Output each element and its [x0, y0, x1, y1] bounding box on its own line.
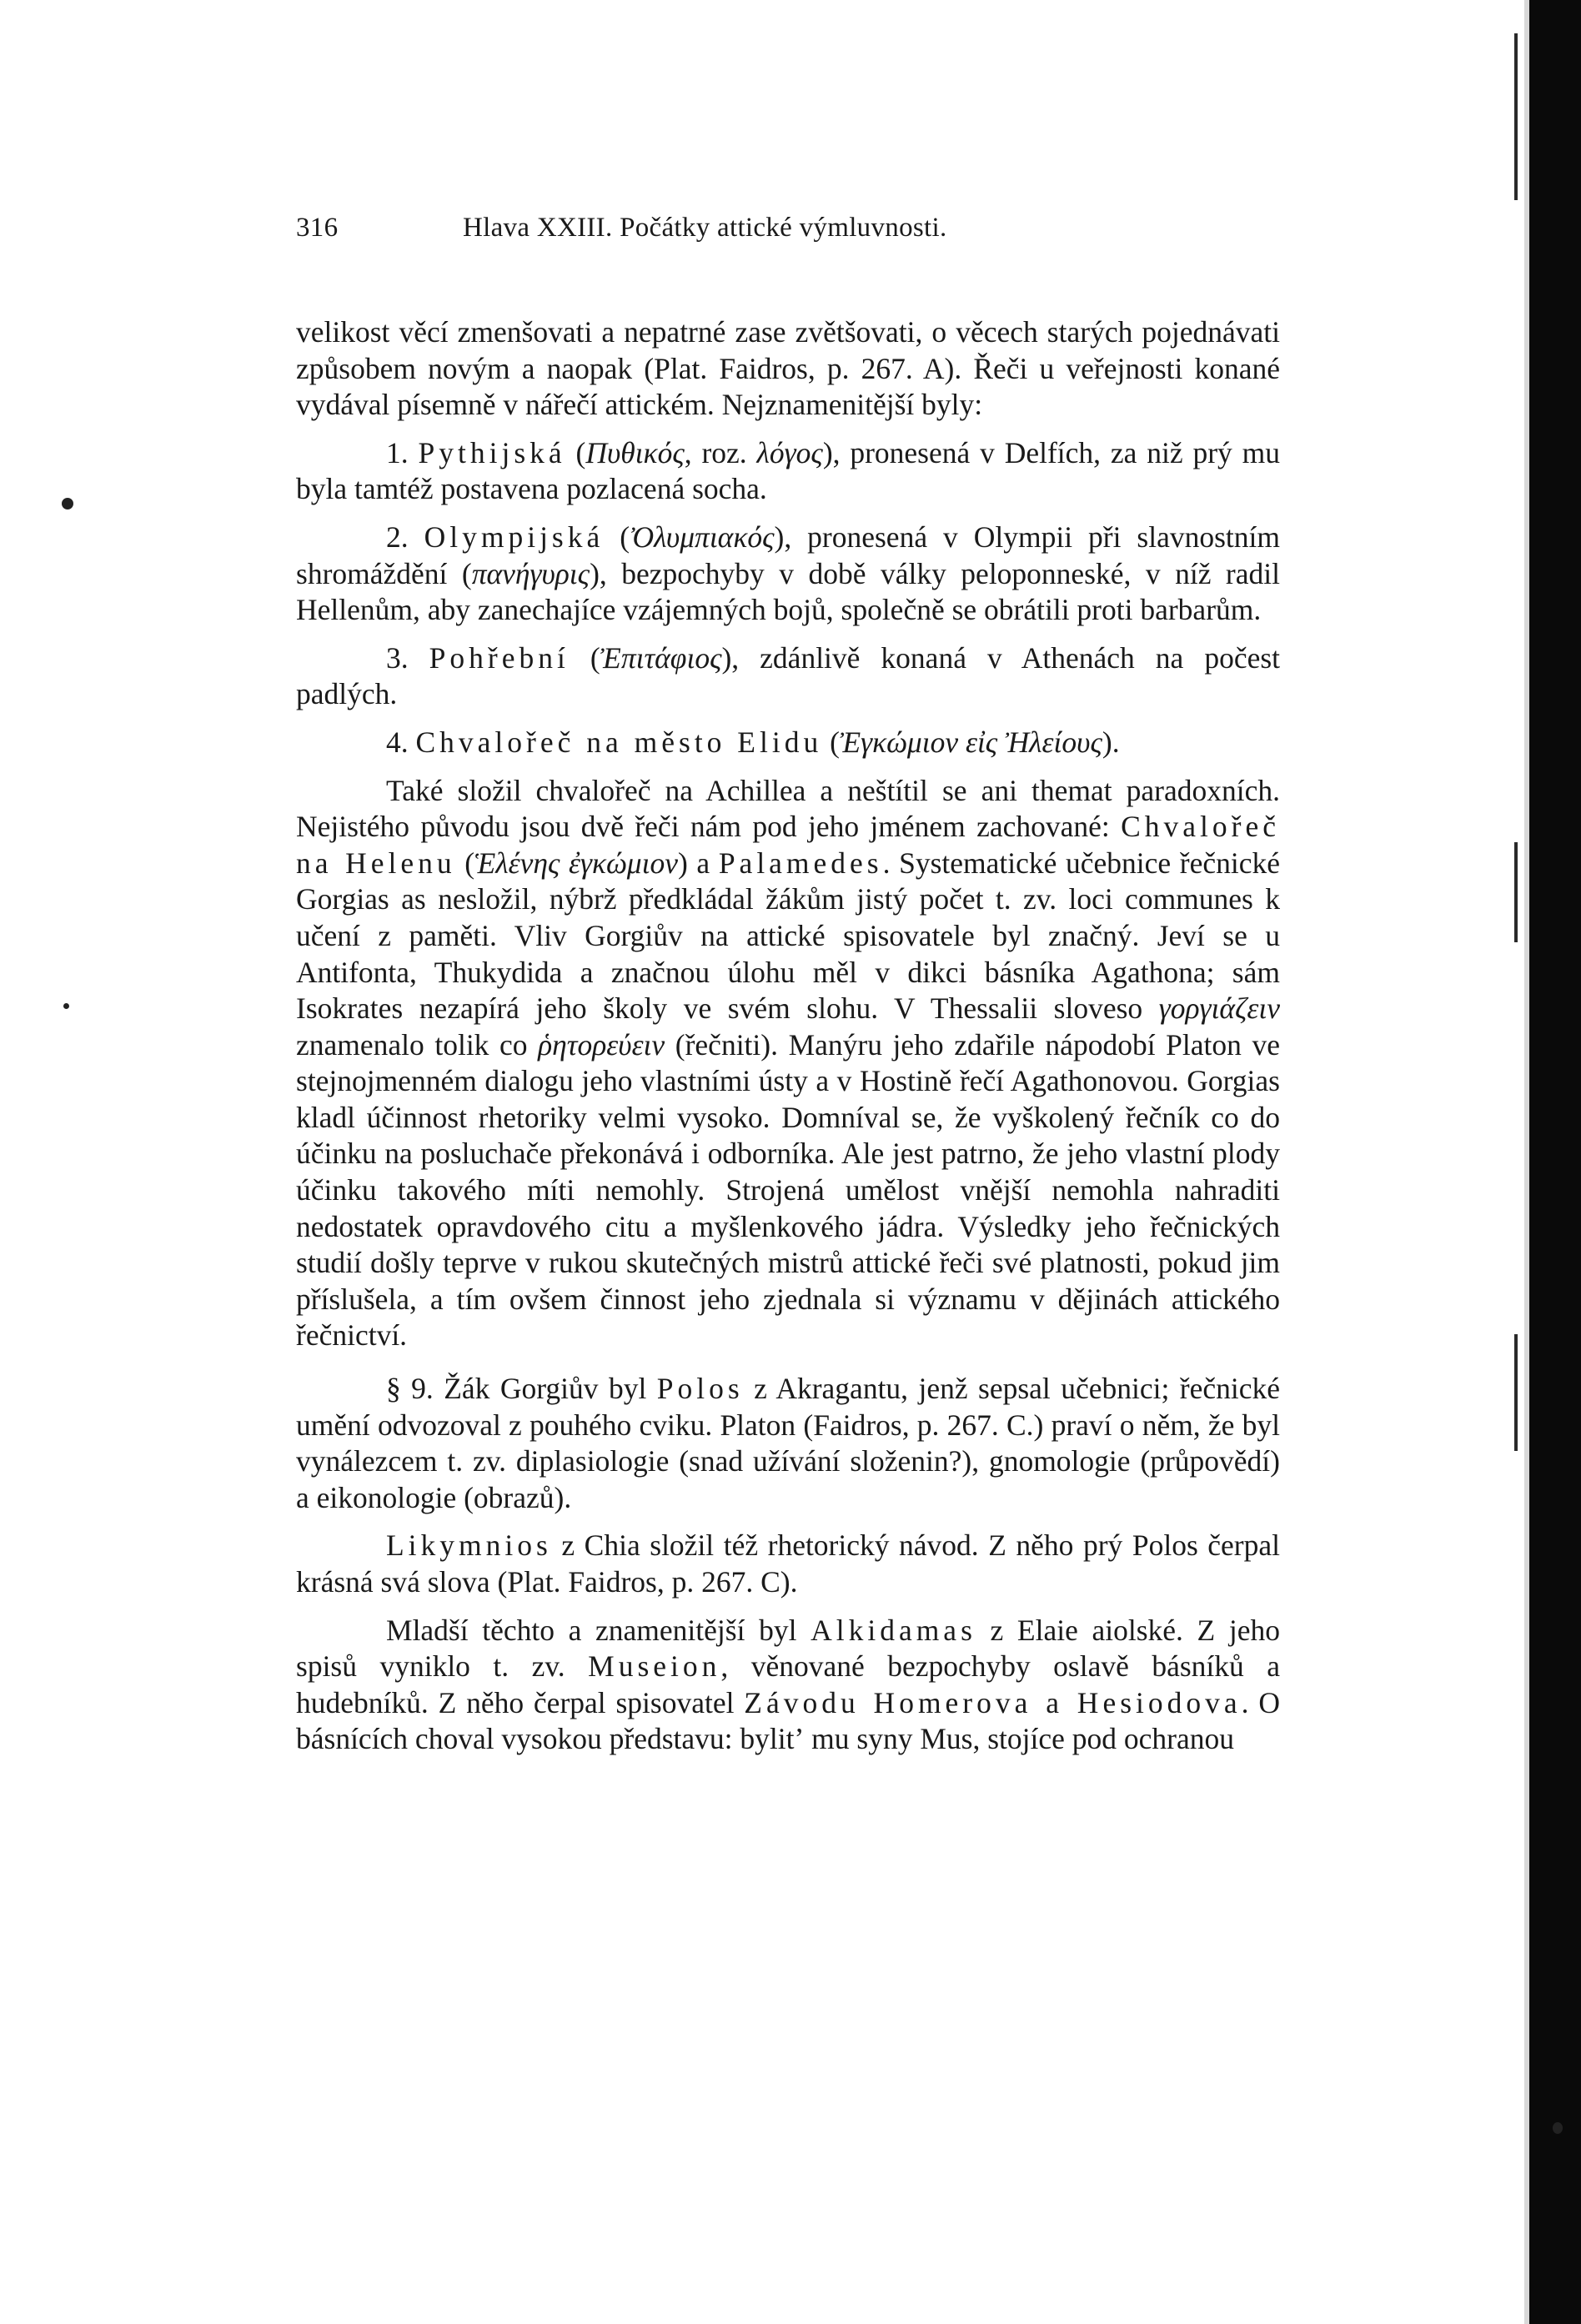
greek-term: λόγος [756, 435, 823, 469]
list-item: 1. Pythijská (Πυθικός, roz. λόγος), pronesená v Delfích, za niž prý mu byla tamtéž postavena pozlacená socha. [296, 435, 1280, 506]
item-text: ), pronesená v Olympii při slavnostním shromáždění ( [296, 520, 1281, 590]
body-text [296, 314, 1280, 1758]
scan-speck [63, 1003, 69, 1009]
text-run: Mladší těchto a znamenitější byl [386, 1613, 811, 1647]
list-item: 3. Pohřební (Ἐπιτάφιος), zdánlivě konaná v Athenách na počest padlých. [296, 640, 1281, 711]
item-text: ), bezpochyby v době války peloponneské, v níž radil Hellenům, aby zanechajíce vzájemných bojů, společně se obrátili proti barbarům. [296, 556, 1280, 627]
spaced-term: Alkidamas [811, 1613, 976, 1647]
item-name: Chvalořeč na město Elidu [415, 725, 823, 759]
text-run: z Elaie aiolské. Z jeho spisů vyniklo t. zv. [296, 1613, 1280, 1684]
greek-term: γοργιάζειν [1158, 991, 1280, 1026]
text-run: Také složil chvalořeč na Achillea a neštítil se ani themat paradoxních. Nejistého původu jsou dvě řeči nám pod jeho jménem zachované: [296, 773, 1280, 844]
spaced-term: Palamedes [718, 846, 883, 880]
spaced-term: Závodu Homerova a Hesiodova [744, 1685, 1242, 1719]
gutter-line [1514, 1334, 1518, 1451]
greek-term: Ὀλυμπιακός [630, 520, 775, 554]
item-name: Pohřební [429, 640, 570, 675]
greek-term: Ἑλένης ἐγκώμιον [474, 846, 678, 880]
chapter-title: Hlava XXIII. Počátky attické výmluvnosti. [463, 213, 947, 243]
item-text: ), pronesená v Delfích, za niž prý mu byla tamtéž postavena pozlacená socha. [296, 435, 1280, 506]
item-number: 4. [386, 725, 409, 759]
text-run: ) a [677, 846, 719, 880]
item-text: , roz. [684, 435, 757, 469]
item-name: Olympijská [424, 520, 605, 554]
item-text: ). [1102, 725, 1120, 759]
text-run: z Chia složil též rhetorický návod. Z něho prý Polos čerpal krásná svá slova (Plat. Faidros, p. 267. C). [296, 1528, 1280, 1599]
item-name: Pythijská [418, 435, 566, 469]
gutter-line [1514, 842, 1518, 942]
running-head [296, 213, 1280, 254]
greek-term: Πυθικός [585, 435, 685, 469]
spaced-term: Museion [588, 1649, 721, 1684]
text-run: . Systematické učebnice řečnické Gorgias as nesložil, nýbrž předkládal žákům jistý počet t. zv. loci communes k učení z paměti. Vliv Gorgiův na attické spisovatele byl značný. Jeví se u Antifonta, Thukydida a značnou úlohu měl v dikci básníka Agathona; sám Isokrates nezapírá jeho školy ve svém slohu. V Thessalii sloveso [296, 846, 1280, 1026]
item-number: 2. [386, 520, 409, 554]
spaced-term: Chvalořeč na Helenu [296, 810, 1280, 880]
greek-term: Ἐπιτάφιος [600, 640, 722, 675]
text-run: znamenalo tolik co [296, 1027, 539, 1062]
greek-term: ῥητορεύειν [538, 1027, 665, 1062]
paragraph-3 [296, 1371, 1280, 1516]
text-run: . O básnících choval vysokou představu: bylitʼ mu syny Mus, stojíce pod ochranou [296, 1685, 1280, 1756]
page [296, 213, 1280, 1758]
item-number: 1. [386, 435, 409, 469]
paragraph-1: velikost věcí zmenšovati a nepatrné zase zvětšovati, o věcech starých pojednávati způsobem novým a naopak (Plat. Faidros, p. 267. A). Řeči u veřejnosti konané vydával písemně v nářečí attickém. Nejznamenitější byly: [296, 315, 1280, 422]
paragraph-2: Také složil chvalořeč na Achillea a neštítil se ani themat paradoxních. Nejistého původu jsou dvě řeči nám pod jeho jménem zachované: Chvalořeč na Helenu (Ἑλένης ἐγκώμιον) a Palamedes. Systematické učebnice řečnické Gorgias as nesložil, nýbrž předkládal žákům jistý počet t. zv. loci communes k učení z paměti. Vliv Gorgiův na attické spisovatele byl značný. Jeví se u Antifonta, Thukydida a značnou úlohu měl v dikci básníka Agathona; sám Isokrates nezapírá jeho školy ve svém slohu. V Thessalii sloveso γοργιάζειν znamenalo tolik co ῥητορεύειν (řečniti). Manýru jeho zdařile nápodobí Platon ve stejnojmenném dialogu jeho vlastními ústy a v Hostině řečí Agathonovou. Gorgias kladl účinnost rhetoriky velmi vysoko. Domníval se, že vyškolený řečník co do účinku na posluchače překonává i odborníka. Ale jest patrno, že jeho vlastní plody účinku takového míti nemohly. Strojená umělost vnější nemohla nahraditi nedostatek opravdového citu a myšlenkového jádra. Výsledky jeho řečnických studií došly teprve v rukou skutečných mistrů attické řeči své platnosti, pokud jim příslušela, a tím ovšem činnost jeho zjednala si významu v dějinách attického řečnictví. [296, 773, 1280, 1353]
gutter-line [1514, 33, 1518, 200]
greek-term: πανήγυρις [471, 556, 590, 590]
text-run: , věnované bezpochyby oslavě básníků a hudebníků. Z něho čerpal spisovatel [296, 1649, 1280, 1719]
paragraph-5 [296, 1613, 1280, 1758]
greek-term: Ἐγκώμιον εἰς Ἠλείους [839, 725, 1102, 759]
text-run: (řečniti). Manýru jeho zdařile nápodobí Platon ve stejnojmenném dialogu jeho vlastními ústy a v Hostině řečí Agathonovou. Gorgias kladl účinnost rhetoriky velmi vysoko. Domníval se, že vyškolený řečník co do účinku na posluchače překonává i odborníka. Ale jest patrno, že jeho vlastní plody účinku takového míti nemohly. Strojená umělost vnější nemohla nahraditi nedostatek opravdového citu a myšlenkového jádra. Výsledky jeho řečnických studií došly teprve v rukou skutečných mistrů attické řeči své platnosti, pokud jim příslušela, a tím ovšem činnost jeho zjednala si významu v dějinách attického řečnictví. [296, 1027, 1280, 1353]
text-run: z Akragantu, jenž sepsal učebnici; řečnické umění odvozoval z pouhého cviku. Platon (Faidros, p. 267. C.) praví o něm, že byl vynálezcem t. zv. diplasiologie (snad užívání složenin?), gnomologie (průpovědí) a eikonologie (obrazů). [296, 1372, 1280, 1514]
scan-speck [1553, 2122, 1563, 2134]
page-number: 316 [296, 213, 339, 243]
spaced-term: Likymnios [386, 1528, 552, 1563]
item-number: 3. [386, 640, 409, 675]
list-item: 4. Chvalořeč na město Elidu (Ἐγκώμιον εἰς Ἠλείους). [386, 725, 1120, 759]
spaced-term: Polos [656, 1372, 744, 1406]
list-item: 2. Olympijská (Ὀλυμπιακός), pronesená v Olympii při slavnostním shromáždění (πανήγυρις), bezpochyby v době války peloponneské, v níž radil Hellenům, aby zanechajíce vzájemných bojů, společně se obrátili proti barbarům. [296, 520, 1281, 627]
text-run: § 9. Žák Gorgiův byl [386, 1372, 657, 1406]
scan-speck [62, 498, 73, 509]
paragraph-4 [296, 1528, 1280, 1600]
scan-border [1529, 0, 1581, 2324]
item-text: ), zdánlivě konaná v Athenách na počest padlých. [296, 640, 1281, 711]
